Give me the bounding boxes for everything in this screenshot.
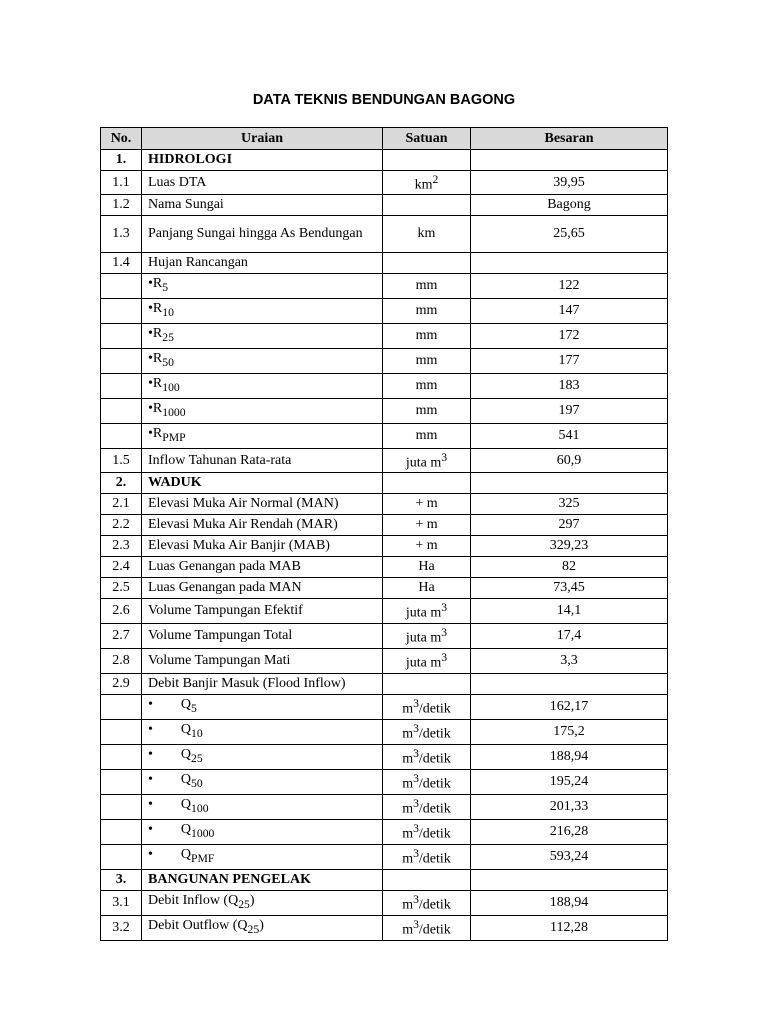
- uraian-subscript: PMF: [191, 851, 215, 865]
- cell-no: 2.: [101, 473, 142, 494]
- satuan-superscript: 3: [441, 626, 448, 640]
- uraian-text: Volume Tampungan Total: [148, 628, 293, 643]
- cell-besaran: 3,3: [471, 649, 668, 674]
- table-row: [101, 624, 668, 649]
- cell-besaran: 82: [471, 557, 668, 578]
- cell-no: 1.4: [101, 253, 142, 274]
- cell-no: [101, 745, 142, 770]
- uraian-subscript: 100: [191, 801, 209, 815]
- satuan-text: mm: [415, 378, 438, 393]
- uraian-subscript: 5: [191, 701, 197, 715]
- satuan-superscript: 3: [413, 822, 419, 836]
- satuan-text: juta m: [405, 455, 442, 471]
- uraian-text: R: [152, 351, 163, 367]
- table-row: [101, 845, 668, 870]
- satuan-text: m: [402, 701, 414, 717]
- uraian-text: Nama Sungai: [148, 197, 224, 212]
- uraian-text: Volume Tampungan Mati: [148, 653, 291, 668]
- cell-besaran: 195,24: [471, 770, 668, 795]
- uraian-text: Q: [180, 722, 192, 738]
- cell-satuan: [383, 624, 471, 649]
- uraian-text: R: [152, 301, 163, 317]
- satuan-text-post: /detik: [418, 751, 451, 767]
- cell-uraian: [142, 473, 383, 494]
- satuan-superscript: 3: [413, 697, 419, 711]
- cell-besaran: 201,33: [471, 795, 668, 820]
- cell-no: [101, 720, 142, 745]
- satuan-superscript: 3: [413, 747, 419, 761]
- data-table: [100, 127, 668, 941]
- cell-uraian: [142, 171, 383, 195]
- cell-besaran: Bagong: [471, 195, 668, 216]
- satuan-superscript: 3: [413, 893, 419, 907]
- bullet-icon: •: [148, 847, 153, 863]
- uraian-subscript: 10: [162, 305, 174, 319]
- cell-satuan: [383, 216, 471, 253]
- cell-satuan: [383, 253, 471, 274]
- uraian-subscript: 25: [162, 330, 174, 344]
- uraian-text: R: [152, 326, 163, 342]
- table-row: [101, 870, 668, 891]
- cell-besaran: 147: [471, 299, 668, 324]
- cell-besaran: 188,94: [471, 891, 668, 916]
- bullet-icon: •: [148, 772, 153, 788]
- table-row: [101, 216, 668, 253]
- uraian-text: Panjang Sungai hingga As Bendungan: [148, 226, 363, 241]
- table-row: [101, 494, 668, 515]
- satuan-text-post: /detik: [418, 826, 451, 842]
- table-row: [101, 557, 668, 578]
- cell-no: 1.: [101, 150, 142, 171]
- satuan-text: mm: [415, 403, 438, 418]
- satuan-text: m: [402, 922, 414, 938]
- cell-besaran: 162,17: [471, 695, 668, 720]
- table-row: [101, 424, 668, 449]
- cell-uraian: [142, 820, 383, 845]
- cell-besaran: 73,45: [471, 578, 668, 599]
- cell-uraian: [142, 891, 383, 916]
- cell-satuan: [383, 870, 471, 891]
- bullet-icon: •: [148, 351, 153, 367]
- cell-no: 2.4: [101, 557, 142, 578]
- bullet-icon: •: [148, 822, 153, 838]
- header-no: No.: [101, 128, 142, 150]
- cell-besaran: 216,28: [471, 820, 668, 845]
- cell-no: 3.: [101, 870, 142, 891]
- uraian-text: Elevasi Muka Air Rendah (MAR): [148, 517, 338, 532]
- cell-satuan: [383, 299, 471, 324]
- cell-satuan: [383, 449, 471, 473]
- cell-uraian: [142, 578, 383, 599]
- cell-no: [101, 424, 142, 449]
- table-row: [101, 916, 668, 941]
- uraian-subscript: 100: [162, 380, 180, 394]
- cell-satuan: [383, 795, 471, 820]
- cell-satuan: [383, 820, 471, 845]
- satuan-text: m: [402, 751, 414, 767]
- cell-uraian: [142, 494, 383, 515]
- satuan-text-post: /detik: [418, 922, 451, 938]
- uraian-text: Q: [180, 847, 192, 863]
- satuan-text: m: [402, 726, 414, 742]
- table-row: [101, 171, 668, 195]
- bullet-icon: •: [148, 301, 153, 317]
- cell-uraian: [142, 324, 383, 349]
- uraian-subscript: PMP: [162, 430, 186, 444]
- bullet-icon: •: [148, 401, 153, 417]
- table-row: [101, 891, 668, 916]
- satuan-superscript: 3: [413, 797, 419, 811]
- header-satuan: Satuan: [383, 128, 471, 150]
- uraian-text: R: [152, 426, 163, 442]
- uraian-text: BANGUNAN PENGELAK: [148, 872, 311, 887]
- bullet-icon: •: [148, 426, 153, 442]
- satuan-text-post: /detik: [418, 897, 451, 913]
- cell-besaran: 175,2: [471, 720, 668, 745]
- uraian-text: Inflow Tahunan Rata-rata: [148, 452, 292, 468]
- uraian-text: R: [152, 276, 163, 292]
- satuan-text: juta m: [405, 630, 442, 646]
- table-row: [101, 745, 668, 770]
- satuan-text: juta m: [405, 605, 442, 621]
- uraian-text: Elevasi Muka Air Normal (MAN): [148, 496, 339, 511]
- cell-uraian: [142, 374, 383, 399]
- uraian-subscript: 1000: [162, 405, 186, 419]
- table-row: [101, 195, 668, 216]
- cell-besaran: 60,9: [471, 449, 668, 473]
- cell-satuan: [383, 374, 471, 399]
- uraian-subscript: 50: [191, 776, 203, 790]
- cell-no: [101, 820, 142, 845]
- cell-uraian: [142, 695, 383, 720]
- satuan-text: km: [417, 226, 436, 241]
- uraian-subscript: 1000: [191, 826, 215, 840]
- uraian-subscript: 25: [238, 897, 250, 911]
- table-row: [101, 324, 668, 349]
- table-row: [101, 449, 668, 473]
- uraian-text: Luas Genangan pada MAB: [148, 559, 301, 574]
- satuan-text: mm: [415, 328, 438, 343]
- cell-no: 2.7: [101, 624, 142, 649]
- uraian-text: Luas DTA: [148, 174, 207, 190]
- uraian-text: Q: [180, 772, 192, 788]
- uraian-text: Debit Outflow (Q: [148, 918, 248, 934]
- cell-besaran: 197: [471, 399, 668, 424]
- uraian-text: Q: [180, 822, 192, 838]
- cell-no: [101, 770, 142, 795]
- cell-besaran: 188,94: [471, 745, 668, 770]
- satuan-text: Ha: [418, 559, 435, 574]
- cell-uraian: [142, 349, 383, 374]
- cell-no: 3.2: [101, 916, 142, 941]
- cell-no: 2.8: [101, 649, 142, 674]
- uraian-text-post: ): [249, 893, 255, 909]
- cell-no: [101, 399, 142, 424]
- uraian-text: HIDROLOGI: [148, 152, 233, 167]
- cell-no: 1.5: [101, 449, 142, 473]
- table-row: [101, 274, 668, 299]
- cell-satuan: [383, 745, 471, 770]
- bullet-icon: •: [148, 697, 153, 713]
- cell-satuan: [383, 150, 471, 171]
- cell-no: 1.1: [101, 171, 142, 195]
- cell-uraian: [142, 150, 383, 171]
- cell-no: [101, 695, 142, 720]
- cell-uraian: [142, 216, 383, 253]
- cell-uraian: [142, 745, 383, 770]
- satuan-text: + m: [415, 517, 438, 532]
- table-row: [101, 349, 668, 374]
- cell-besaran: 112,28: [471, 916, 668, 941]
- cell-uraian: [142, 795, 383, 820]
- cell-uraian: [142, 449, 383, 473]
- cell-no: 1.2: [101, 195, 142, 216]
- cell-uraian: [142, 870, 383, 891]
- cell-no: 2.5: [101, 578, 142, 599]
- cell-satuan: [383, 674, 471, 695]
- cell-satuan: [383, 274, 471, 299]
- cell-satuan: [383, 916, 471, 941]
- satuan-text-post: /detik: [418, 701, 451, 717]
- table-row: [101, 515, 668, 536]
- cell-uraian: [142, 770, 383, 795]
- satuan-superscript: 3: [413, 772, 419, 786]
- cell-satuan: [383, 845, 471, 870]
- satuan-text: Ha: [418, 580, 435, 595]
- cell-uraian: [142, 424, 383, 449]
- cell-besaran: 14,1: [471, 599, 668, 624]
- satuan-text: mm: [415, 428, 438, 443]
- table-row: [101, 399, 668, 424]
- cell-uraian: [142, 536, 383, 557]
- header-uraian: Uraian: [142, 128, 383, 150]
- cell-no: 2.9: [101, 674, 142, 695]
- cell-uraian: [142, 599, 383, 624]
- satuan-superscript: 3: [413, 722, 419, 736]
- cell-uraian: [142, 557, 383, 578]
- satuan-text-post: /detik: [418, 776, 451, 792]
- cell-satuan: [383, 424, 471, 449]
- table-row: [101, 473, 668, 494]
- satuan-text: mm: [415, 353, 438, 368]
- satuan-text: mm: [415, 278, 438, 293]
- satuan-superscript: 3: [441, 601, 448, 615]
- cell-uraian: [142, 624, 383, 649]
- uraian-text: Elevasi Muka Air Banjir (MAB): [148, 538, 330, 553]
- cell-no: [101, 795, 142, 820]
- bullet-icon: •: [148, 747, 153, 763]
- satuan-text-post: /detik: [418, 726, 451, 742]
- satuan-text: m: [402, 897, 414, 913]
- table-row: [101, 536, 668, 557]
- uraian-subscript: 50: [162, 355, 174, 369]
- cell-satuan: [383, 171, 471, 195]
- cell-no: [101, 274, 142, 299]
- cell-satuan: [383, 494, 471, 515]
- cell-satuan: [383, 195, 471, 216]
- cell-satuan: [383, 649, 471, 674]
- cell-besaran: 25,65: [471, 216, 668, 253]
- satuan-superscript: 3: [441, 450, 448, 464]
- cell-uraian: [142, 720, 383, 745]
- cell-satuan: [383, 695, 471, 720]
- table-row: [101, 599, 668, 624]
- cell-uraian: [142, 515, 383, 536]
- cell-besaran: 325: [471, 494, 668, 515]
- cell-satuan: [383, 399, 471, 424]
- cell-uraian: [142, 253, 383, 274]
- cell-no: 2.1: [101, 494, 142, 515]
- cell-besaran: 593,24: [471, 845, 668, 870]
- table-row: [101, 374, 668, 399]
- uraian-text: Luas Genangan pada MAN: [148, 580, 302, 595]
- satuan-text: mm: [415, 303, 438, 318]
- satuan-text: m: [402, 801, 414, 817]
- uraian-subscript: 10: [191, 726, 203, 740]
- cell-besaran: 177: [471, 349, 668, 374]
- uraian-subscript: 25: [247, 922, 260, 936]
- cell-besaran: [471, 253, 668, 274]
- satuan-superscript: 3: [413, 918, 419, 932]
- cell-satuan: [383, 349, 471, 374]
- table-row: [101, 253, 668, 274]
- cell-satuan: [383, 515, 471, 536]
- uraian-subscript: 5: [162, 280, 169, 294]
- uraian-text: Q: [180, 747, 192, 763]
- table-row: [101, 795, 668, 820]
- table-row: [101, 820, 668, 845]
- satuan-text: m: [402, 826, 414, 842]
- cell-uraian: [142, 299, 383, 324]
- table-row: [101, 674, 668, 695]
- cell-besaran: 541: [471, 424, 668, 449]
- satuan-superscript: 2: [432, 172, 439, 186]
- cell-uraian: [142, 845, 383, 870]
- cell-satuan: [383, 473, 471, 494]
- uraian-text-post: ): [259, 918, 264, 934]
- cell-besaran: [471, 150, 668, 171]
- cell-besaran: [471, 870, 668, 891]
- table-row: [101, 720, 668, 745]
- uraian-text: Q: [180, 697, 192, 713]
- cell-besaran: 329,23: [471, 536, 668, 557]
- cell-no: [101, 349, 142, 374]
- cell-no: [101, 299, 142, 324]
- cell-uraian: [142, 399, 383, 424]
- satuan-superscript: 3: [441, 651, 448, 665]
- bullet-icon: •: [148, 326, 153, 342]
- satuan-text-post: /detik: [418, 801, 451, 817]
- table-row: [101, 649, 668, 674]
- cell-no: [101, 324, 142, 349]
- uraian-text: Debit Inflow (Q: [148, 893, 239, 909]
- cell-no: [101, 845, 142, 870]
- cell-satuan: [383, 578, 471, 599]
- cell-uraian: [142, 916, 383, 941]
- cell-no: 1.3: [101, 216, 142, 253]
- bullet-icon: •: [148, 376, 153, 392]
- cell-besaran: 297: [471, 515, 668, 536]
- bullet-icon: •: [148, 276, 153, 292]
- uraian-text: Q: [180, 797, 192, 813]
- cell-no: 3.1: [101, 891, 142, 916]
- uraian-text: Hujan Rancangan: [148, 255, 248, 270]
- table-row: [101, 299, 668, 324]
- cell-uraian: [142, 195, 383, 216]
- satuan-text: + m: [415, 538, 438, 553]
- uraian-text: R: [152, 401, 163, 417]
- satuan-text: m: [402, 776, 414, 792]
- table-body: [101, 150, 668, 941]
- satuan-text: juta m: [405, 655, 442, 671]
- table-row: [101, 770, 668, 795]
- cell-satuan: [383, 891, 471, 916]
- cell-satuan: [383, 557, 471, 578]
- cell-besaran: 17,4: [471, 624, 668, 649]
- satuan-text: m: [402, 851, 414, 867]
- satuan-superscript: 3: [413, 847, 419, 861]
- cell-besaran: 39,95: [471, 171, 668, 195]
- cell-besaran: 122: [471, 274, 668, 299]
- cell-no: 2.6: [101, 599, 142, 624]
- cell-uraian: [142, 274, 383, 299]
- cell-satuan: [383, 720, 471, 745]
- cell-besaran: 183: [471, 374, 668, 399]
- header-besaran: Besaran: [471, 128, 668, 150]
- page-title: DATA TEKNIS BENDUNGAN BAGONG: [252, 92, 516, 108]
- cell-besaran: 172: [471, 324, 668, 349]
- bullet-icon: •: [148, 797, 153, 813]
- satuan-text-post: /detik: [418, 851, 451, 867]
- cell-satuan: [383, 536, 471, 557]
- uraian-text: R: [152, 376, 163, 392]
- cell-no: 2.3: [101, 536, 142, 557]
- table-row: [101, 695, 668, 720]
- table-header-row: [101, 128, 668, 150]
- uraian-text: WADUK: [148, 475, 202, 490]
- cell-no: [101, 374, 142, 399]
- cell-no: 2.2: [101, 515, 142, 536]
- cell-satuan: [383, 599, 471, 624]
- cell-uraian: [142, 674, 383, 695]
- table-row: [101, 150, 668, 171]
- bullet-icon: •: [148, 722, 153, 738]
- cell-satuan: [383, 324, 471, 349]
- cell-satuan: [383, 770, 471, 795]
- cell-uraian: [142, 649, 383, 674]
- uraian-text: Debit Banjir Masuk (Flood Inflow): [148, 676, 346, 691]
- cell-besaran: [471, 473, 668, 494]
- uraian-text: Volume Tampungan Efektif: [148, 603, 303, 618]
- satuan-text: + m: [415, 496, 438, 511]
- table-row: [101, 578, 668, 599]
- satuan-text: km: [414, 177, 433, 193]
- uraian-subscript: 25: [191, 751, 203, 765]
- cell-besaran: [471, 674, 668, 695]
